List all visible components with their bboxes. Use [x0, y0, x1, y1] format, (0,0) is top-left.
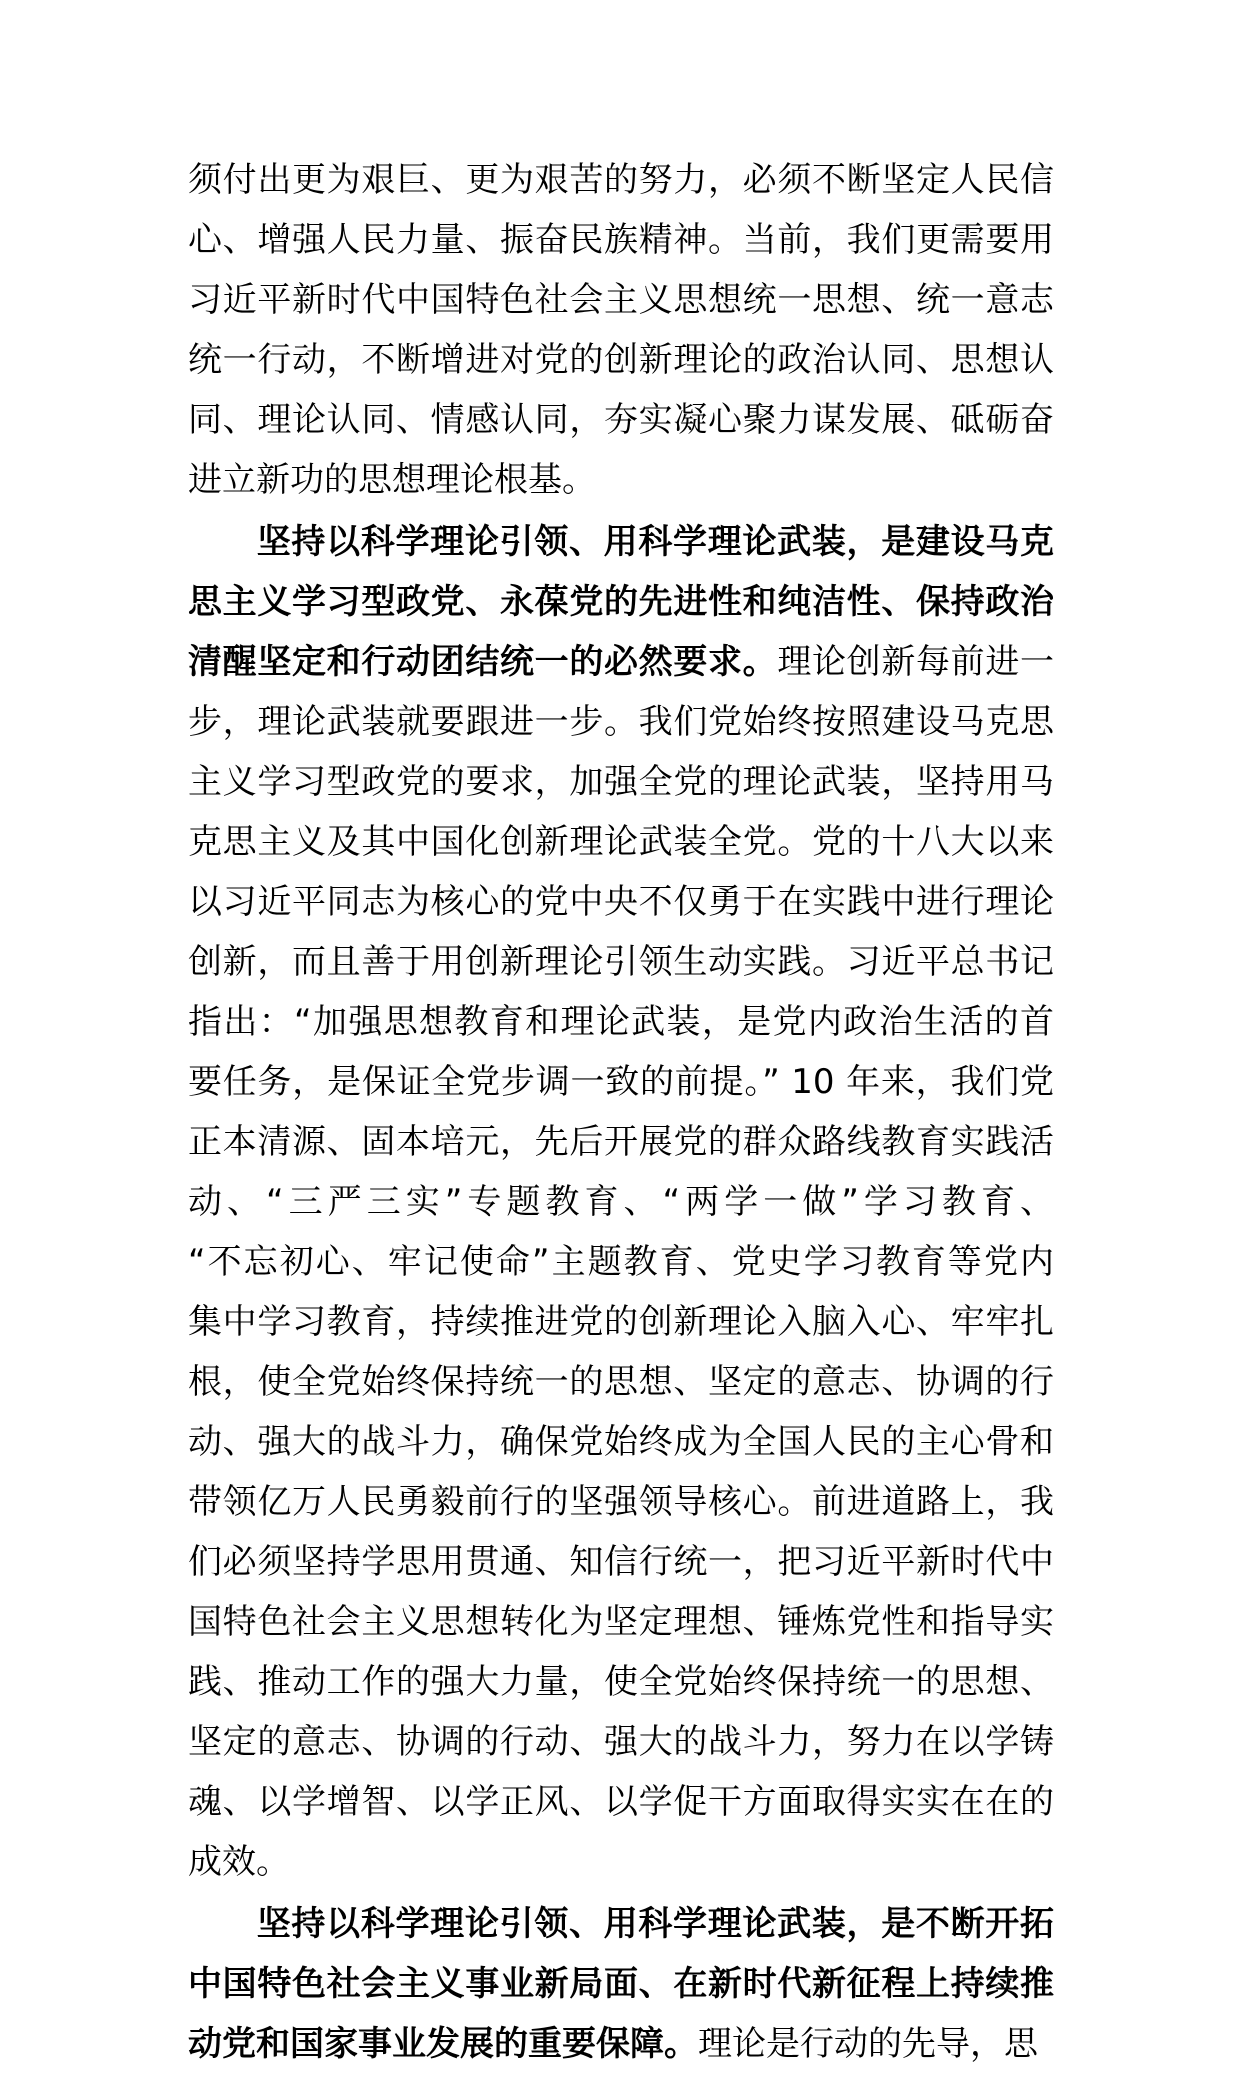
text-run: 们必须坚持学思用贯通、知信行统一，把习近平新时代中 [188, 1542, 1054, 1582]
text-run: 魂、以学增智、以学正风、以学促干方面取得实实在在的 [188, 1782, 1054, 1822]
text-run: 理论创新每前进一 [777, 642, 1054, 682]
text-run: 克思主义及其中国化创新理论武装全党。党的十八大以来 [188, 822, 1054, 862]
bold-text: 坚持以科学理论引领、用科学理论武装，是建设马克 [256, 522, 1054, 562]
text-line [188, 1112, 1054, 1172]
text-line [188, 1292, 1054, 1352]
text-line [188, 1472, 1054, 1532]
text-run: 步，理论武装就要跟进一步。我们党始终按照建设马克思 [188, 702, 1054, 742]
text-line [188, 572, 1054, 632]
text-line [188, 1412, 1054, 1472]
text-run: 动、强大的战斗力，确保党始终成为全国人民的主心骨和 [188, 1422, 1054, 1462]
text-line [188, 270, 1054, 330]
text-line [188, 1052, 1054, 1112]
text-run: 国特色社会主义思想转化为坚定理想、锤炼党性和指导实 [188, 1602, 1054, 1642]
text-run: 统一行动，不断增进对党的创新理论的政治认同、思想认 [188, 340, 1054, 380]
text-line [188, 1954, 1054, 2014]
text-run: 理论是行动的先导，思 [698, 2024, 1038, 2064]
text-line [188, 450, 1054, 510]
text-line [188, 872, 1054, 932]
text-line [188, 512, 1054, 572]
text-line [188, 2014, 1054, 2074]
text-run: 要任务，是保证全党步调一致的前提。” 10 年来，我们党 [188, 1062, 1054, 1102]
text-run: 主义学习型政党的要求，加强全党的理论武装，坚持用马 [188, 762, 1054, 802]
text-run: “不忘初心、牢记使命”主题教育、党史学习教育等党内 [188, 1242, 1054, 1282]
text-run: 动、“三严三实”专题教育、“两学一做”学习教育、 [188, 1182, 1054, 1222]
text-line [188, 1532, 1054, 1592]
text-line [188, 752, 1054, 812]
text-line [188, 1832, 1054, 1892]
bold-text: 清醒坚定和行动团结统一的必然要求。 [188, 642, 778, 682]
text-line [188, 1592, 1054, 1652]
text-run: 正本清源、固本培元，先后开展党的群众路线教育实践活 [188, 1122, 1054, 1162]
text-run: 带领亿万人民勇毅前行的坚强领导核心。前进道路上，我 [188, 1482, 1054, 1522]
text-line [188, 1232, 1054, 1292]
text-line [188, 1712, 1054, 1772]
paragraph [188, 512, 1054, 1892]
text-line [188, 1352, 1054, 1412]
text-run: 集中学习教育，持续推进党的创新理论入脑入心、牢牢扎 [188, 1302, 1054, 1342]
bold-text: 思主义学习型政党、永葆党的先进性和纯洁性、保持政治 [188, 582, 1054, 622]
text-run: 须付出更为艰巨、更为艰苦的努力，必须不断坚定人民信 [188, 160, 1054, 200]
text-line [188, 1172, 1054, 1232]
bold-text: 中国特色社会主义事业新局面、在新时代新征程上持续推 [188, 1964, 1054, 2004]
text-line [188, 992, 1054, 1052]
text-run: 坚定的意志、协调的行动、强大的战斗力，努力在以学铸 [188, 1722, 1054, 1762]
text-line [188, 812, 1054, 872]
text-run: 创新，而且善于用创新理论引领生动实践。习近平总书记 [188, 942, 1054, 982]
bold-text: 坚持以科学理论引领、用科学理论武装，是不断开拓 [256, 1904, 1054, 1944]
text-line [188, 1772, 1054, 1832]
text-line [188, 932, 1054, 992]
text-run: 同、理论认同、情感认同，夯实凝心聚力谋发展、砥砺奋 [188, 400, 1054, 440]
text-run: 以习近平同志为核心的党中央不仅勇于在实践中进行理论 [188, 882, 1054, 922]
text-run: 根，使全党始终保持统一的思想、坚定的意志、协调的行 [188, 1362, 1054, 1402]
text-run: 习近平新时代中国特色社会主义思想统一思想、统一意志 [188, 280, 1054, 320]
text-run: 进立新功的思想理论根基。 [188, 460, 596, 500]
body-text [188, 150, 1054, 2074]
text-line [188, 632, 1054, 692]
text-run: 践、推动工作的强大力量，使全党始终保持统一的思想、 [188, 1662, 1054, 1702]
text-line [188, 1894, 1054, 1954]
paragraph [188, 150, 1054, 510]
bold-text: 动党和国家事业发展的重要保障。 [188, 2024, 698, 2064]
paragraph [188, 1894, 1054, 2074]
text-line [188, 330, 1054, 390]
text-run: 心、增强人民力量、振奋民族精神。当前，我们更需要用 [188, 220, 1054, 260]
text-line [188, 210, 1054, 270]
text-line [188, 692, 1054, 752]
text-line [188, 390, 1054, 450]
text-run: 成效。 [188, 1842, 290, 1882]
text-line [188, 150, 1054, 210]
text-line [188, 1652, 1054, 1712]
text-run: 指出：“加强思想教育和理论武装，是党内政治生活的首 [188, 1002, 1054, 1042]
